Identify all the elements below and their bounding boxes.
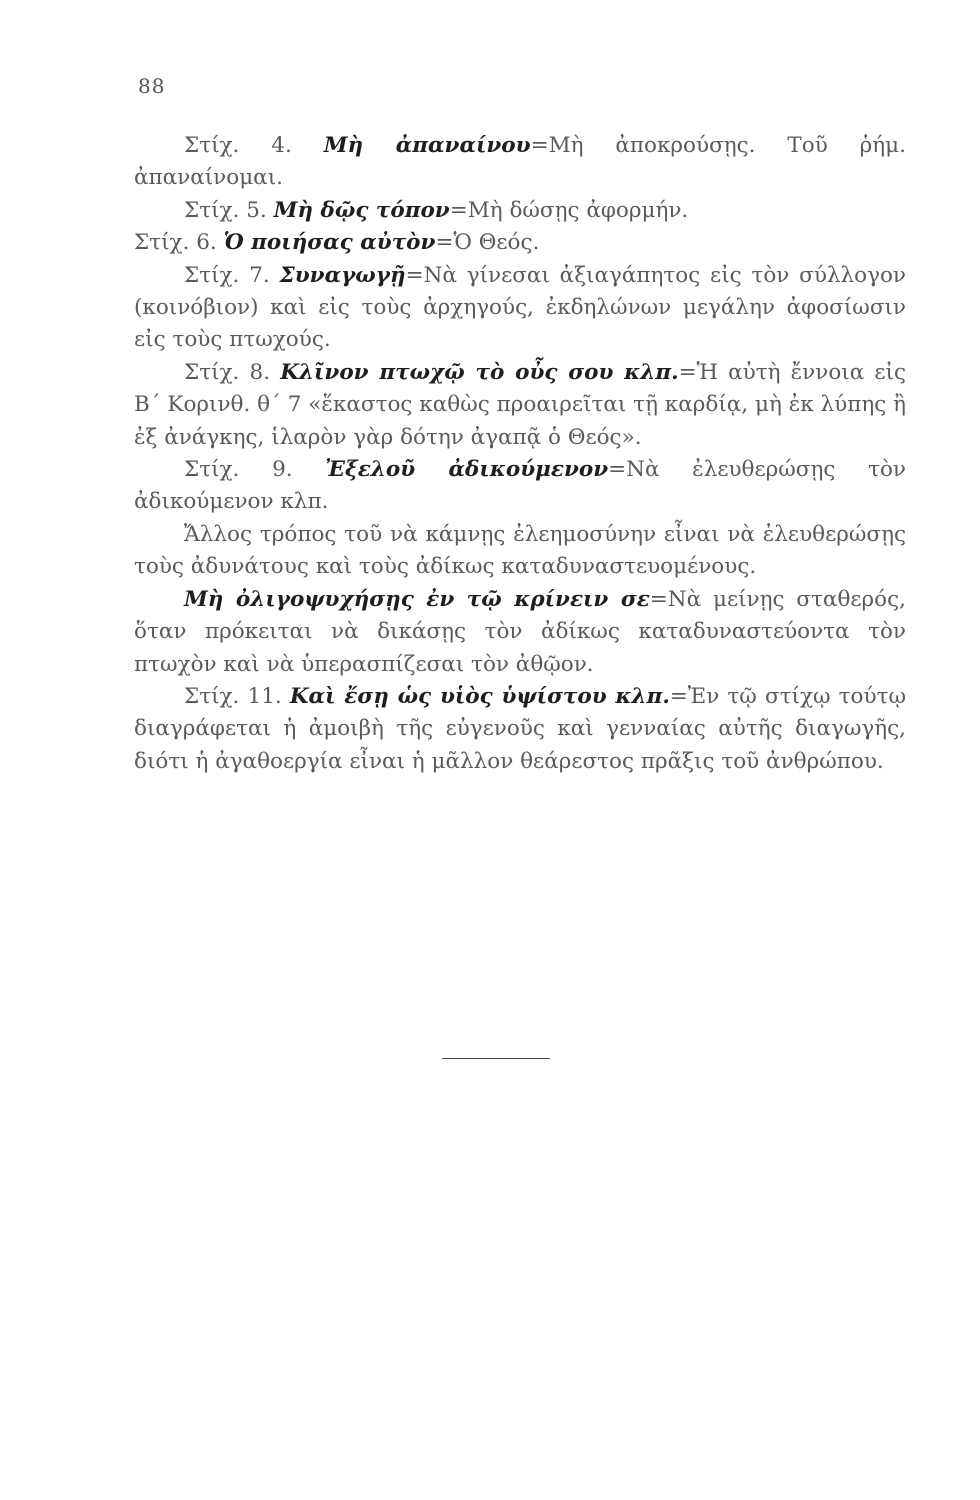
verse-8-note [134, 357, 906, 454]
verse-label: Στίχ. 4. [184, 133, 292, 158]
gloss: =Νὰ μείνῃς σταθερός, ὅταν πρόκειται νὰ δικάσῃς τὸν ἀδίκως καταδυναστεύοντα τὸν πτωχὸν καὶ νὰ ὑπερασπίζεσαι τὸν ἀθῷον. [134, 586, 906, 677]
lemma: Ἐξελοῦ ἀδικούμενον [325, 457, 609, 483]
commentary-text [134, 130, 906, 778]
verse-4-note [134, 130, 906, 195]
verse-label: Στίχ. 9. [184, 457, 293, 483]
lemma: Κλῖνον πτωχῷ τὸ οὖς σου κλπ. [280, 359, 679, 385]
verse-7-note [134, 260, 906, 357]
verse-11-note [134, 681, 906, 778]
gloss: =Νὰ γίνεσαι ἀξιαγάπητος εἰς τὸν σύλλογον (κοινόβιον) καὶ εἰς τοὺς ἀρχηγούς, ἐκδηλώνων μεγάλην ἀφοσίωσιν εἰς τοὺς πτωχούς. [134, 262, 906, 353]
verse-5-note [134, 195, 906, 227]
gloss: =Μὴ δώσῃς ἀφορμήν. [449, 197, 689, 223]
gloss: =Μὴ ἀποκρούσῃς. Τοῦ ῥήμ. ἀπαναίνομαι. [134, 133, 906, 191]
gloss: =Ἐν τῷ στίχῳ τούτῳ διαγράφεται ἡ ἀμοιβὴ τῆς εὐγενοῦς καὶ γενναίας αὐτῆς διαγωγῆς, διότι ἡ ἀγαθοεργία εἶναι ἡ μᾶλλον θεάρεστος πρᾶξις τοῦ ἀνθρώπου. [134, 683, 906, 774]
gloss: =Ὁ Θεός. [435, 230, 540, 256]
lemma: Μὴ δῷς τόπον [273, 197, 450, 223]
verse-9-continued-note [134, 584, 906, 681]
lemma: Μὴ ὀλιγοψυχήσῃς ἐν τῷ κρίνειν σε [184, 586, 650, 612]
verse-label: Στίχ. 7. [184, 262, 270, 288]
verse-6-note [134, 227, 906, 259]
lemma: Συναγωγῇ [279, 262, 406, 288]
lemma: Ὁ ποιήσας αὐτὸν [223, 230, 436, 256]
page-number: 88 [138, 74, 166, 98]
lemma: Μὴ ἀπαναίνου [323, 133, 531, 158]
verse-label: Στίχ. 5. [184, 197, 267, 223]
gloss: =Νὰ ἐλευθερώσῃς τὸν ἀδικούμενον κλπ. [134, 457, 906, 515]
verse-label: Στίχ. 6. [134, 230, 217, 256]
almsgiving-note [134, 519, 906, 584]
section-divider [442, 1058, 550, 1059]
gloss: Ἄλλος τρόπος τοῦ νὰ κάμνῃς ἐλεημοσύνην εἶναι νὰ ἐλευθερώσῃς τοὺς ἀδυνάτους καὶ τοὺς ἀδίκως καταδυναστευομένους. [134, 521, 906, 580]
verse-label: Στίχ. 8. [184, 359, 271, 385]
verse-label: Στίχ. 11. [184, 683, 282, 709]
lemma: Καὶ ἔσῃ ὡς υἱὸς ὑψίστου κλπ. [289, 683, 670, 709]
gloss: =Ἡ αὐτὴ ἔννοια εἰς Β΄ Κορινθ. θ΄ 7 «ἕκαστος καθὼς προαιρεῖται τῇ καρδίᾳ, μὴ ἐκ λύπης ἢ ἐξ ἀνάγκης, ἱλαρὸν γὰρ δότην ἀγαπᾷ ὁ Θεός». [134, 359, 906, 450]
verse-9-note [134, 454, 906, 519]
